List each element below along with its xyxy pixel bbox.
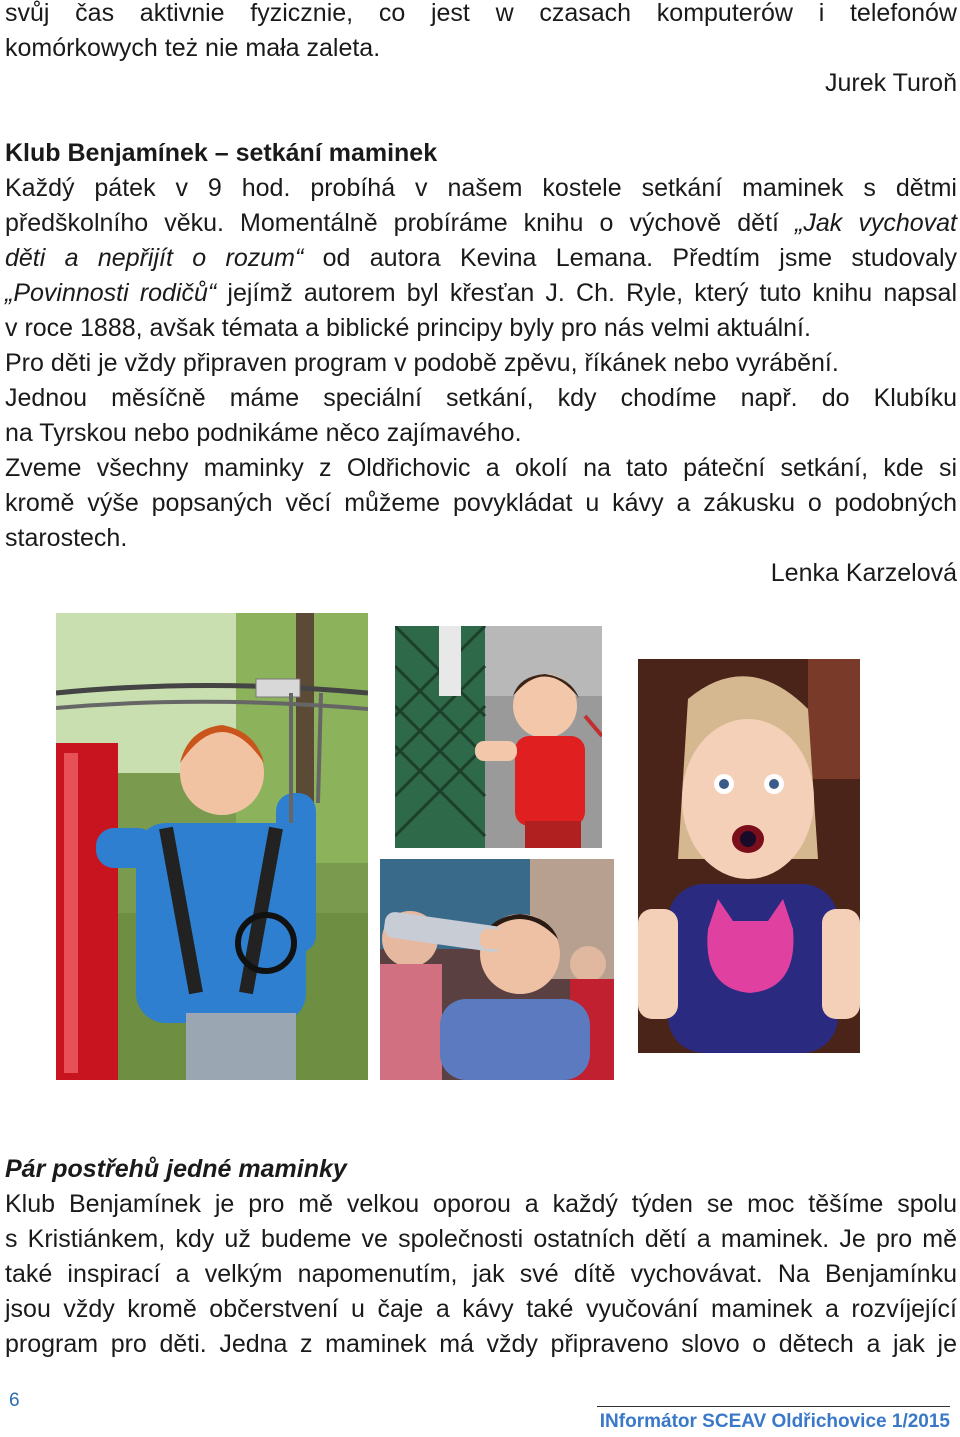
- section-heading: Pár postřehů jedné maminky: [5, 1155, 347, 1183]
- text-line: také inspirací a velkým napomenutím, jak své dítě vychovávat. Na Benjamínku: [5, 1260, 957, 1288]
- text-line: kromě výše popsaných věcí můžeme povykládat u kávy a zákusku o podobných: [5, 489, 957, 517]
- text-line: jsou vždy kromě občerstvení u čaje a kávy také vyučování maminek a rozvíjející: [5, 1295, 957, 1323]
- author-signature: Lenka Karzelová: [770, 559, 957, 587]
- text-line: Zveme všechny maminky z Oldřichovic a okolí na tato páteční setkání, kde si: [5, 454, 957, 482]
- section-heading: Klub Benjamínek – setkání maminek: [5, 139, 438, 167]
- photo-boy-rope-course: [56, 613, 368, 1080]
- text-line: děti a nepřijít o rozum“ od autora Kevina Lemana. Předtím jsme studovaly: [5, 244, 958, 272]
- text-line: na Tyrskou nebo podnikáme něco zajímavého.: [5, 419, 522, 447]
- text-line: „Povinnosti rodičů“ jejímž autorem byl křesťan J. Ch. Ryle, který tuto knihu napsal: [5, 279, 957, 307]
- author-signature: Jurek Turoň: [824, 69, 957, 97]
- text-line: svůj čas aktivnie fyzicznie, co jest w czasach komputerów i telefonów: [5, 0, 957, 27]
- text-line: s Kristiánkem, kdy už budeme ve společnosti ostatních dětí a maminek. Je pro mě: [5, 1225, 957, 1253]
- text-line: program pro děti. Jedna z maminek má vždy připraveno slovo o dětech a jak je: [5, 1330, 957, 1358]
- text-line: starostech.: [5, 524, 128, 552]
- photo-girl-smiling: [638, 659, 860, 1053]
- photo-toddler-fence: [395, 626, 602, 848]
- text-line: Každý pátek v 9 hod. probíhá v našem kostele setkání maminek s dětmi: [5, 174, 957, 202]
- footer-title: INformátor SCEAV Oldřichovice 1/2015: [599, 1411, 950, 1432]
- text-line: Klub Benjamínek je pro mě velkou oporou a každý týden se moc těšíme spolu: [5, 1190, 957, 1218]
- footer-divider: [597, 1406, 950, 1407]
- photo-boy-telescope: [380, 859, 614, 1080]
- text-line: Pro děti je vždy připraven program v podobě zpěvu, říkánek nebo vyrábění.: [5, 349, 839, 377]
- text-line: Jednou měsíčně máme speciální setkání, kdy chodíme např. do Klubíku: [5, 384, 957, 412]
- text-line: předškolního věku. Momentálně probíráme knihu o výchově dětí „Jak vychovat: [5, 209, 957, 237]
- text-line: v roce 1888, avšak témata a biblické principy byly pro nás velmi aktuální.: [5, 314, 811, 342]
- text-line: komórkowych też nie mała zaleta.: [5, 34, 381, 62]
- page-number: 6: [9, 1390, 20, 1411]
